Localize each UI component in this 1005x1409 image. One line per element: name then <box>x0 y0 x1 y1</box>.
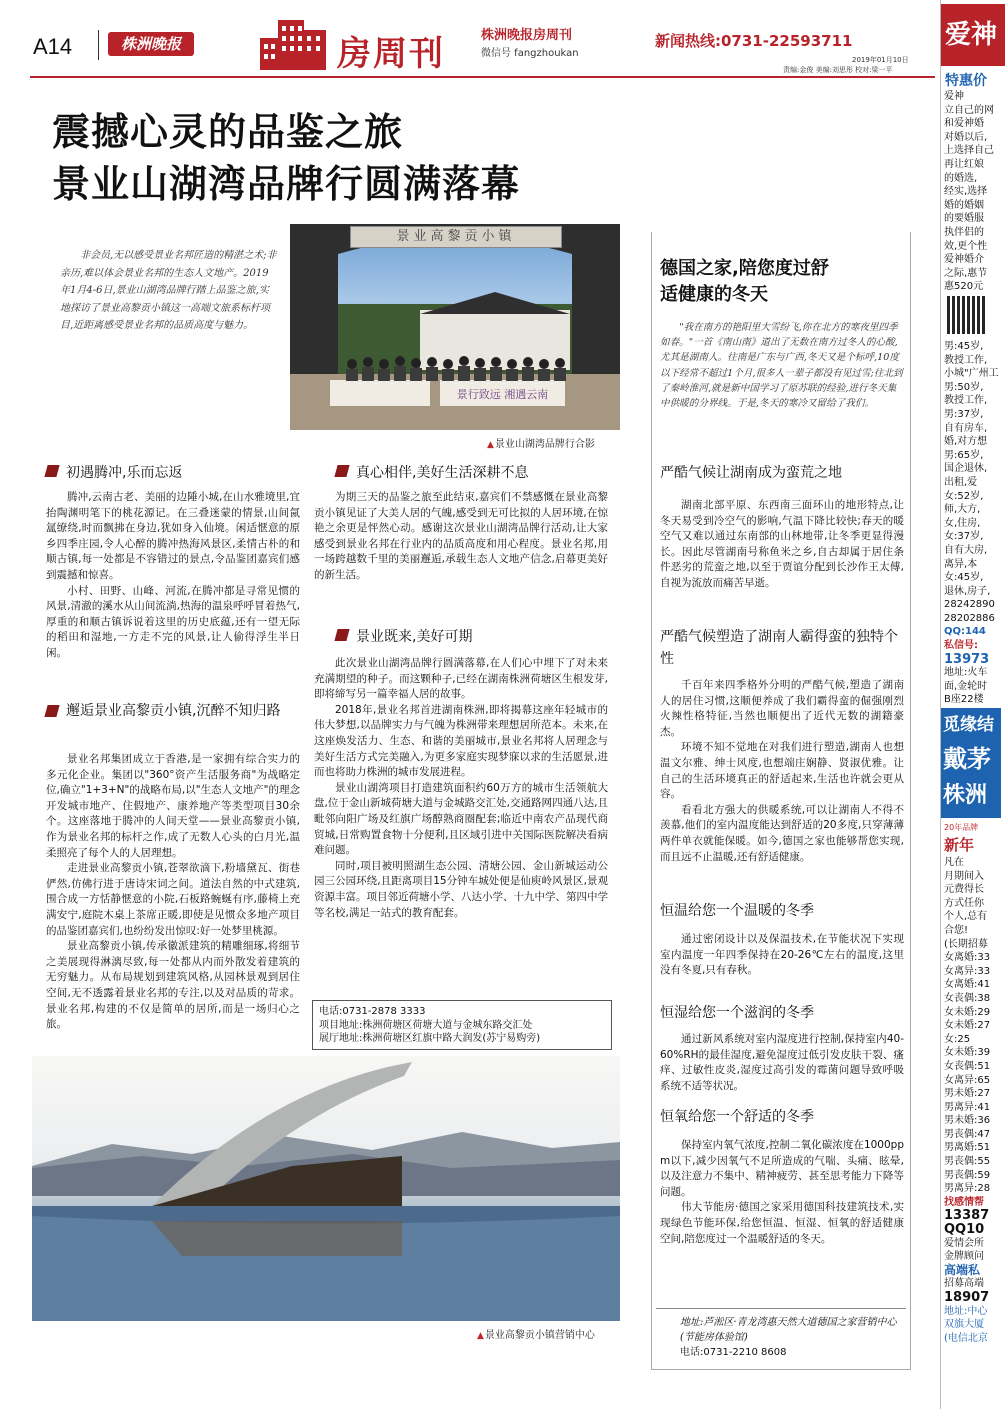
ad-text: 和爱神婚 <box>944 118 984 130</box>
ad-text: 男:65岁, <box>944 449 984 461</box>
ad-text: 女:45岁, <box>944 572 984 584</box>
ad-text: 私信号: <box>944 640 978 652</box>
paragraph: 此次景业山湖湾品牌行圆满落幕,在人们心中埋下了对未来充满期望的种子。而这颗种子,已经在湖南株洲荷塘区生根发芽,即将缔写另一篇幸福人居的故事。 <box>314 657 608 701</box>
ad-text: (长期招募 <box>944 938 988 950</box>
ad-text: 女未婚:29 <box>944 1006 991 1018</box>
ad-text: 女离婚:33 <box>944 952 991 964</box>
sales-center-photo <box>32 1056 620 1321</box>
paragraph: 景业高黎贡小镇,传承徽派建筑的精雕细琢,将细节之美展现得淋漓尽致,每一处都从内而外散发着建筑的无穷魅力。从布局规划到建筑风格,从园林景观到居住空间,无不透露着景业名邦的专注,以及对品质的苛求。景业名邦,构建的不仅是简单的居所,而是一场归心之旅。 <box>46 940 300 1031</box>
ad-text: 男离异:41 <box>944 1101 991 1113</box>
ad-text: 28242890 <box>944 599 995 611</box>
paragraph: 为期三天的品鉴之旅至此结束,嘉宾们不禁感慨在景业高黎贡小镇见证了大美人居的气魄,感受到无可比拟的人居环境,在惊艳之余更是怦然心动。感谢这次景业山湖湾品牌行活动,让大家感受到景业名邦在行业内的品质高度和用心程度。景业名邦,用一场跨越数千里的美丽邂逅,承载生态人文地产信念,启幕更美好的新生活。 <box>314 491 608 581</box>
ad-text: QQ10 <box>944 1222 985 1238</box>
paragraph: 2018年,景业名邦首进湖南株洲,即将揭幕这座年轻城市的伟大梦想,以品牌实力与气魄为株洲带来理想居所范本。未来,在这座焕发活力、生态、和谐的美丽城市,景业名邦将人居理念与美好生活方式完美融入,为更多家庭实现梦寐以求的生活愿景,进而也将助力株洲的城市发展进程。 <box>314 703 608 779</box>
ad-text: 双旗大厦 <box>944 1319 984 1331</box>
ad-text: 爱神婚介 <box>944 254 984 266</box>
lead-paragraph: 非会员,无以感受景业名邦匠造的精湛之术;非亲历,难以体会景业名邦的生态人文地产。2019年1月4-6日,景业山湖湾品牌行踏上品鉴之旅,实地探访了景业高黎贡小镇这一高端文旅系标杆项目,近距离感受景业名邦的品质高度与魅力。 <box>60 250 277 332</box>
ad-text: 找感情帮 <box>944 1196 984 1208</box>
subheading-oxygen: 恒氧给您一个舒适的冬季 <box>660 1109 814 1125</box>
headline <box>52 106 520 210</box>
section-1-body <box>46 490 300 662</box>
paragraph: 腾冲,云南古老、美丽的边陲小城,在山水雅境里,宜抬陶渊明笔下的桃花源记。在三叠迷蒙的情景,山间氤氲缭绕,时而飘拂在身边,犹如身入仙境。闲适惬意的原乡四季庄园,令人心醉的腾冲热海风景区,柔情古朴的和顺古镇,每一处都是不容错过的景点,令品鉴团嘉宾们感到震撼和惊喜。 <box>46 491 300 581</box>
ad-text: 元费得长 <box>944 884 984 896</box>
paragraph: 保持室内氧气浓度,控制二氧化碳浓度在1000ppm以下,减少因氧气不足所造成的气喘、头痛、眩晕,以及注意力不集中、精神疲劳、甚至思考能力下降等问题。 <box>660 1139 904 1198</box>
ad-text: 国企退休, <box>944 463 988 475</box>
ad-text: 方式任你 <box>944 897 984 909</box>
ad-text: 女丧偶:38 <box>944 992 991 1004</box>
ad-text: 男丧偶:55 <box>944 1156 991 1168</box>
ad-text: 28202886 <box>944 612 995 624</box>
ad-banner-sub: 20年品牌 <box>944 823 979 832</box>
photo-banner: 景行致远 湘遇云南 <box>456 388 549 401</box>
right-article-quote: "我在南方的艳阳里大雪纷飞,你在北方的寒夜里四季如春。"一首《南山南》道出了无数在南方过冬人的心酸,尤其是湖南人。往南是广东与广西,冬天又是个标呼,10度以下经常不超过1个月,很多人一辈子都没有见过雪;往北到了秦岭淮河,就是新中国学习了原苏联的经验,进行冬天集中供暖的分界线。于是,冬天的寒冷又留给了我们。 <box>660 322 903 410</box>
right-title-line-2: 适健康的冬天 <box>660 284 768 305</box>
ad-text: (电信北京 <box>944 1332 988 1344</box>
ad-listings-2 <box>944 856 1004 1345</box>
subheading-character: 严酷气候塑造了湖南人霸得蛮的独特个性 <box>660 629 898 667</box>
section-heading-1: 初遇腾冲,乐而忘返 <box>46 462 304 482</box>
qr-code-icon <box>947 296 985 334</box>
ad-text: 女未婚:39 <box>944 1047 991 1059</box>
ad-text: 爱神 <box>944 91 964 102</box>
section-heading-2: 邂逅景业高黎贡小镇,沉醉不知归路 <box>46 702 304 721</box>
ad-text: QQ:144 <box>944 626 986 638</box>
page-header <box>0 0 935 82</box>
gate-sign: 景业高黎贡小镇 <box>350 226 562 248</box>
wechat-id: 微信号 fangzhoukan <box>481 48 579 59</box>
paragraph: 走进景业高黎贡小镇,苍翠欲滴下,粉墙黛瓦、街巷俨然,仿佛行进于唐诗宋词之间。道法自然的中式建筑,围合成一方恬静惬意的小院,石板路蜿蜒有序,藤椅上充满安宁,庭院木桌上茶席正暖,即使是见惯众多地产项目的品鉴团嘉宾们,也纷纷发出惊叹:好一处梦里桃源。 <box>46 862 300 937</box>
issue-date: 2019年01月10日 <box>852 56 909 64</box>
subsection-character <box>660 678 904 865</box>
subsection-oxygen <box>660 1138 904 1247</box>
paragraph: 环境不知不觉地在对我们进行塑造,湖南人也想温文尔雅、绅士风度,也想端庄娴静、贤淑优雅。让自己的生活环境真正的舒适起来,生活也许就会更从容。 <box>660 741 904 801</box>
subsection-humidity <box>660 1032 904 1094</box>
ad-text: 男:50岁, <box>944 381 984 393</box>
group-photo <box>290 224 620 430</box>
divider <box>98 30 99 60</box>
right-address: 地址:芦淞区·青龙湾惠天然大道德国之家营销中心(节能房体验馆) <box>680 1317 897 1343</box>
section-4-body <box>314 656 608 921</box>
ad-text: 女离婚:41 <box>944 979 991 991</box>
ad-text: 个人,总有 <box>944 911 988 923</box>
subsection-temperature <box>660 932 904 979</box>
ad-title-top: 爱神 <box>941 4 1005 66</box>
ad-text: 女:25 <box>944 1033 971 1045</box>
ad-text: 凡在 <box>944 857 964 868</box>
right-article <box>651 232 911 1370</box>
ad-text: 对婚以后, <box>944 131 988 143</box>
paragraph: 通过密闭设计以及保温技术,在节能状况下实现室内温度一年四季保持在20-26℃左右的温度,这里没有冬夏,只有春秋。 <box>660 933 904 977</box>
ad-banner-name: 戴茅 <box>943 745 991 773</box>
ad-text: 18907 <box>944 1290 990 1305</box>
ad-text: 立自己的网 <box>944 104 994 116</box>
contact-tel: 电话:0731-2878 3333 <box>319 1006 426 1017</box>
ad-newyear: 新年 <box>944 836 975 854</box>
ad-text: 地址:火车 <box>944 667 988 679</box>
ad-text: 月期间入 <box>944 870 984 882</box>
ad-text: 男未婚:27 <box>944 1088 991 1100</box>
photo-caption-2: ▲ 景业高黎贡小镇营销中心 <box>477 1326 595 1341</box>
ad-text: 13387 <box>944 1208 990 1224</box>
ad-text: 之际,惠节 <box>944 267 988 279</box>
ad-text: 婚的婚姻 <box>944 199 984 211</box>
section-heading-3: 真心相伴,美好生活深耕不息 <box>336 462 616 482</box>
ad-text: 小城"广州工 <box>944 368 999 380</box>
ad-text: 女未婚:27 <box>944 1020 991 1032</box>
ad-intro <box>944 90 1004 294</box>
ad-text: 金牌顾问 <box>944 1251 984 1263</box>
ad-text: 女丧偶:51 <box>944 1060 991 1072</box>
right-tel: 电话:0731-2210 8608 <box>680 1347 787 1358</box>
subheading-temperature: 恒温给您一个温暖的冬季 <box>660 903 814 919</box>
ad-text: 自有房车, <box>944 422 988 434</box>
ad-text: 的要婚服 <box>944 213 984 225</box>
header-rule <box>30 76 935 78</box>
ad-text: 离异,本 <box>944 558 978 570</box>
photo-caption-1: ▲ 景业山湖湾品牌行合影 <box>487 435 595 450</box>
paragraph: 千百年来四季格外分明的严酷气候,塑造了湖南人的居住习惯,这顺便养成了我们霸得蛮的倔强刚烈火辣性格特征,当然也顺便出了近代无数的湖籍豪杰。 <box>660 679 904 738</box>
ad-text: 女离异:65 <box>944 1074 991 1086</box>
ad-text: 女离异:33 <box>944 965 991 977</box>
ad-subtitle: 特惠价 <box>945 73 987 89</box>
ad-text: 男丧偶:59 <box>944 1169 991 1181</box>
section-3-body <box>314 490 608 584</box>
ad-text: 效,更个性 <box>944 240 988 252</box>
ad-text: 地址:中心 <box>944 1305 988 1317</box>
paper-logo: 株洲晚报 <box>108 32 194 56</box>
ad-text: 男离婚:51 <box>944 1142 991 1154</box>
ad-text: 男丧偶:47 <box>944 1128 991 1140</box>
ad-text: 师,大方, <box>944 504 981 516</box>
ad-text: 男离异:28 <box>944 1183 991 1195</box>
ad-text: 的婚选, <box>944 172 978 184</box>
ad-text: 教授工作, <box>944 395 988 407</box>
ad-banner-city: 株洲 <box>943 783 988 808</box>
section-marker-icon <box>44 705 59 717</box>
ad-text: 教授工作, <box>944 354 988 366</box>
ad-text: 女,住房, <box>944 517 981 529</box>
paragraph: 同时,项目被明照湖生态公园、清塘公园、金山新城运动公园三公园环绕,且距离项目15分钟车城处便是仙庾岭风景区,景观资源丰富。项目邻近荷塘小学、八达小学、十九中学、第四中学等名校,满足一站式的教育配套。 <box>314 859 608 919</box>
page-number: A14 <box>33 34 73 59</box>
contact-showroom: 展厅地址:株洲荷塘区红旗中路大润发(苏宁易购旁) <box>319 1033 541 1045</box>
paragraph: 湖南北部平原、东西南三面环山的地形特点,让冬天易受到冷空气的影响,气温下降比较快;春天的暖空气又难以通过东南部的山林地带,让冬季更显得漫长。因此尽管湖南号称鱼米之乡,自古却属于居住条件恶劣的荒蛮之地,以至于贾谊分配到长沙作王太傅,自视为流放而痛苦早逝。 <box>660 499 904 589</box>
headline-line-1: 震撼心灵的品鉴之旅 <box>52 110 404 154</box>
ad-text: 经实,选择 <box>944 186 988 198</box>
editor-credits: 责编:金俊 美编:刘思彤 校对:梁一平 <box>783 66 893 74</box>
right-article-title <box>660 256 906 308</box>
section-title: 房周刊 <box>337 34 445 74</box>
ad-text: 面,金轮时 <box>944 680 988 692</box>
section-marker-icon <box>334 465 349 477</box>
building-icon <box>260 14 336 70</box>
ad-text: 上选择自己 <box>944 145 994 157</box>
ad-sidebar <box>940 0 999 1409</box>
ad-banner-2 <box>941 708 1001 818</box>
section-heading-4: 景业既来,美好可期 <box>336 626 616 646</box>
ad-text: 13973 <box>944 651 990 667</box>
paragraph: 伟大节能房·德国之家采用德国科技建筑技术,实现绿色节能环保,给您恒温、恒湿、恒氧的舒适健康空间,陪您度过一个温暖舒适的冬天。 <box>660 1201 904 1245</box>
section-marker-icon <box>334 629 349 641</box>
ad-text: 男:45岁, <box>944 341 984 352</box>
ad-text: B座22楼 <box>944 694 984 706</box>
section-2-body <box>46 752 300 1033</box>
right-title-line-1: 德国之家,陪您度过舒 <box>660 258 829 279</box>
ad-text: 再让红娘 <box>944 158 984 170</box>
ad-banner-title: 觅缘结 <box>943 715 994 735</box>
ad-text: 合您! <box>944 924 969 936</box>
ad-listings-1 <box>944 340 1004 707</box>
ad-text: 男:37岁, <box>944 408 984 420</box>
right-contact <box>656 1308 906 1360</box>
subheading-climate: 严酷气候让湖南成为蛮荒之地 <box>660 465 842 481</box>
ad-text: 自有大房, <box>944 544 988 556</box>
ad-text: 女:37岁, <box>944 531 984 543</box>
ad-text: 退休,房子, <box>944 585 991 597</box>
paragraph: 小村、田野、山峰、河流,在腾冲都是寻常见惯的风景,清澈的溪水从山间流淌,热海的温泉呼呼冒着热气,厚重的和顺古镇诉说着这里的历史底蕴,还有一望无际的稻田和湿地,一方走不完的风景,让人偷得浮生半日闲。 <box>46 584 300 659</box>
ad-text: 惠520元 <box>944 281 984 293</box>
section-marker-icon <box>44 465 59 477</box>
contact-box <box>312 1000 612 1050</box>
ad-text: 爱情会所 <box>944 1237 984 1249</box>
ad-text: 女:52岁, <box>944 490 984 502</box>
paragraph: 看看北方强大的供暖系统,可以让湖南人不得不羡慕,他们的室内温度能达到舒适的20多度,只穿薄薄两件单衣就能保暖。如今,德国之家也能够帮您实现,而且远不止温暖,还有舒适健康。 <box>660 803 904 863</box>
weekly-name: 株洲晚报房周刊 <box>481 28 573 43</box>
ad-text: 婚,对方想 <box>944 436 988 448</box>
subheading-humidity: 恒湿给您一个滋润的冬季 <box>660 1005 814 1021</box>
headline-line-2: 景业山湖湾品牌行圆满落幕 <box>52 162 521 206</box>
ad-text: 高端私 <box>944 1262 981 1277</box>
ad-text: 男未婚:36 <box>944 1115 991 1127</box>
contact-address: 项目地址:株洲荷塘区荷塘大道与金城东路交汇处 <box>319 1019 533 1031</box>
paragraph: 景业名邦集团成立于香港,是一家拥有综合实力的多元化企业。集团以"360°资产生活服务商"为战略定位,确立"1+3+N"的战略布局,以"生态人文地产"的理念开发城市地产、住假地产、康养地产等类型项目30余个。这座落地于腾冲的人间天堂——景业高黎贡小镇,作为景业名邦的标杆之作,成了无数人心头的白月光,温柔照亮了每个人的人居理想。 <box>46 753 300 859</box>
ad-text: 执伴侣的 <box>944 226 984 238</box>
ad-text: 招募高端 <box>944 1278 984 1290</box>
subsection-climate <box>660 498 904 592</box>
news-hotline: 新闻热线:0731-22593711 <box>655 32 853 50</box>
paragraph: 通过新风系统对室内湿度进行控制,保持室内40-60%RH的最佳湿度,避免湿度过低引发皮肤干裂、瘙痒、过敏性皮炎,湿度过高引发的霉菌问题导致呼吸系统不适等状况。 <box>660 1033 904 1092</box>
paragraph: 景业山湖湾项目打造建筑面积约60万方的城市生活领航大盘,位于金山新城荷塘大道与金城路交汇处,交通路网四通八达,且毗邻向阳广场及红旗广场醇熟商圈配套;临近中南农产品现代商贸城,日常购置食物十分便利,且区域引进中关国际医院解决看病难问题。 <box>314 781 608 857</box>
ad-text: 出租,爱 <box>944 476 978 488</box>
